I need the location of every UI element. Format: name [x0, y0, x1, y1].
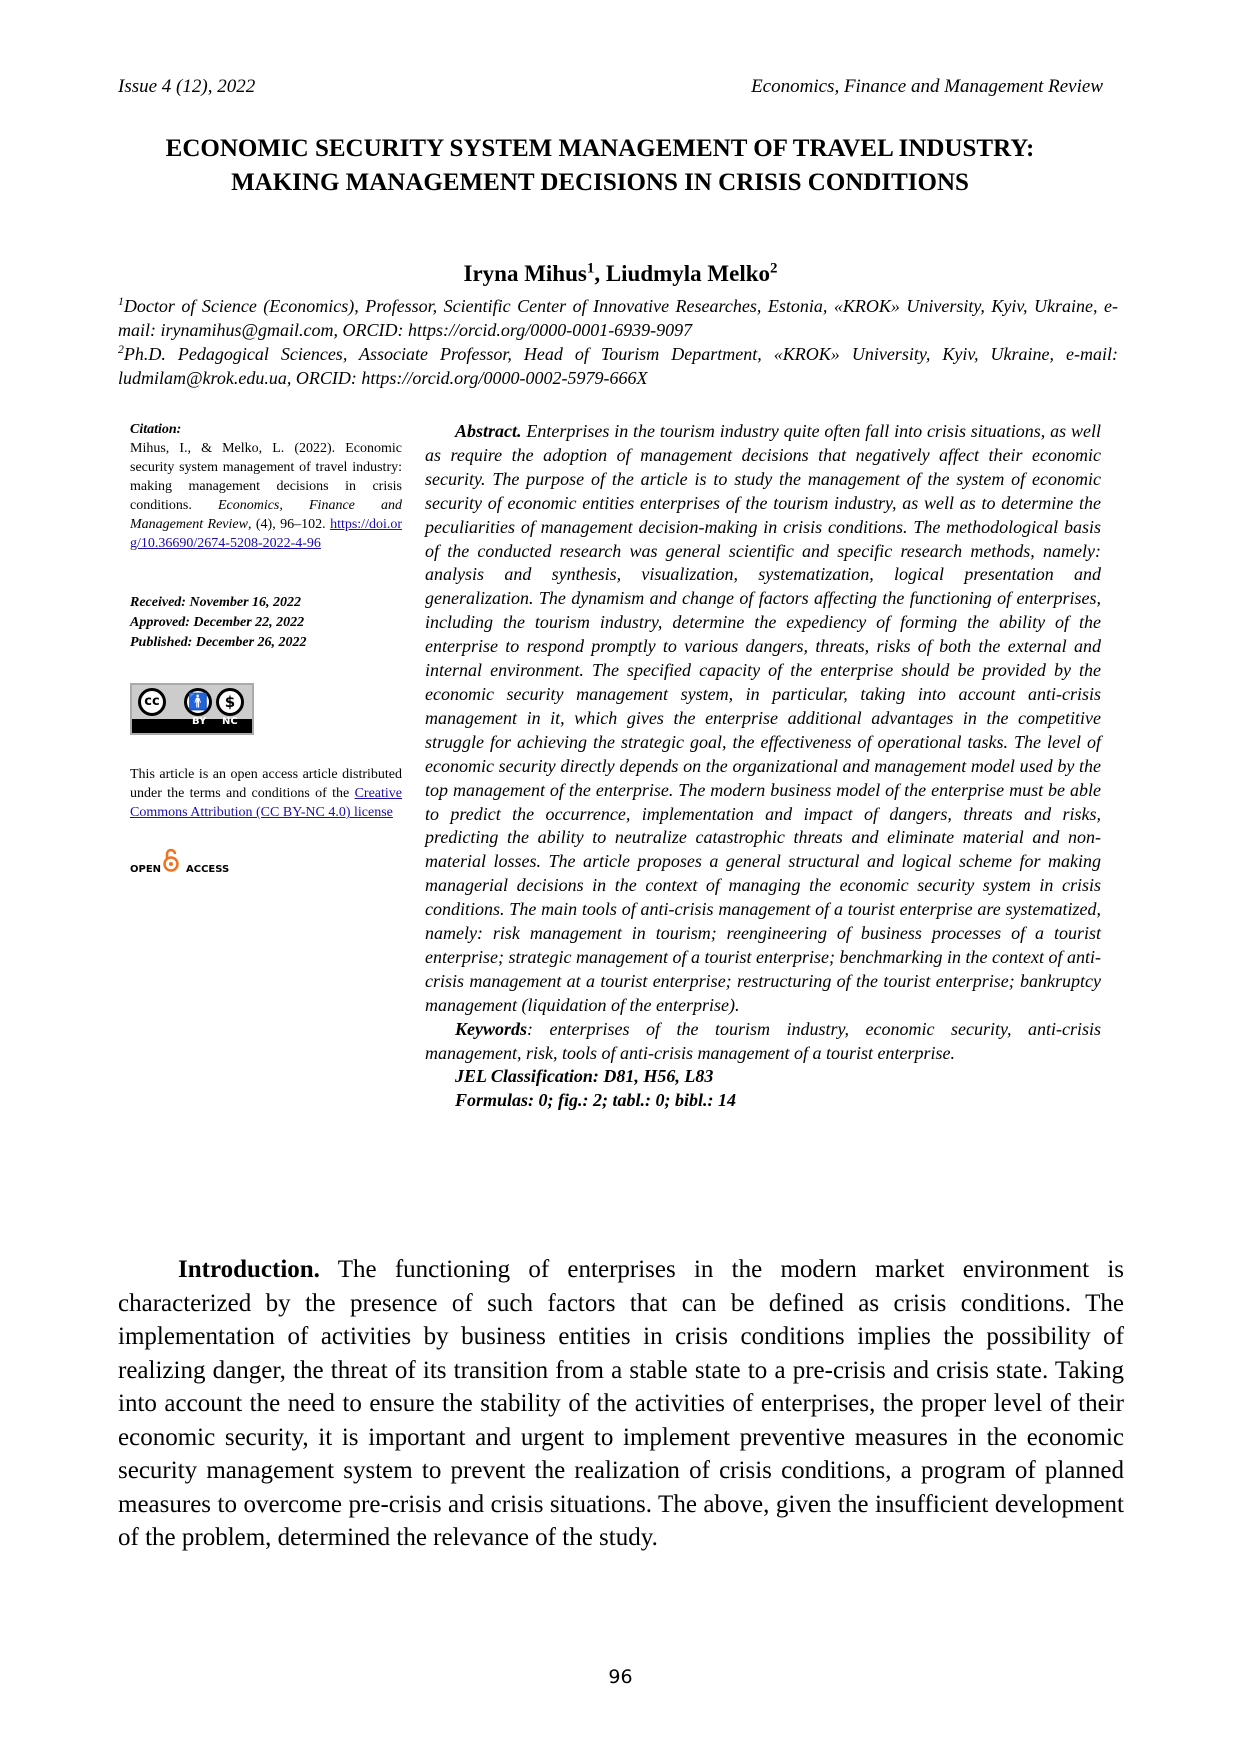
open-lock-icon: [162, 848, 180, 872]
license-link[interactable]: Creative Commons Attribution (CC BY-NC 4.0) license: [130, 786, 402, 820]
affiliation-1: [118, 294, 1118, 342]
affiliation-1-text: Doctor of Science (Economics), Professor, Scientific Center of Innovative Researches, Estonia, «KROK» University, Kyiv, Ukraine, e-mail: irynamihus@gmail.com, ORCID: https://orcid.org/0000-0001-6939-9097: [118, 296, 1118, 340]
citation-journal: Economics, Finance and Management Review: [130, 498, 402, 532]
open-access-left: OPEN: [130, 864, 162, 875]
abstract-label: Abstract.: [455, 421, 522, 441]
citation-text-end: , (4), 96–102.: [247, 517, 326, 532]
author-2: Liudmyla Melko: [605, 261, 771, 286]
journal-header: Economics, Finance and Management Review: [751, 76, 1103, 97]
license-text: [130, 765, 402, 822]
formulas-count: Formulas: 0; fig.: 2; tabl.: 0; bibl.: 14: [455, 1090, 736, 1111]
open-access-logo: [130, 844, 402, 880]
intro-text: The functioning of enterprises in the modern market environment is characterized by the presence of such factors that can be defined as crisis conditions. The implementation of activities by business entities in crisis conditions implies the possibility of realizing danger, the threat of its transition from a stable state to a pre-crisis and crisis state. Taking into account the need to ensure the stability of the activities of enterprises, the proper level of their economic security, it is important and urgent to implement preventive measures in the economic security management system to prevent the realization of crisis conditions, a program of planned measures to overcome pre-crisis and crisis situations. The above, given the insufficient development of the problem, determined the relevance of the study.: [118, 1256, 1124, 1551]
affiliation-1-sup: 1: [118, 295, 124, 308]
affiliation-2-sup: 2: [118, 343, 124, 356]
author-separator: ,: [594, 261, 606, 286]
citation-text-main: Mihus, I., & Melko, L. (2022). Economic security system management of travel industry: making management decisions in crisis conditions.: [130, 441, 402, 513]
abstract-text: Enterprises in the tourism industry quite often fall into crisis situations, as well as require the adoption of management decisions that negatively affect their economic security. The purpose of the article is to study the management of the system of economic security of economic entities enterprises of the tourism industry, as well as to determine the peculiarities of management decision-making in crisis conditions. The methodological basis of the conducted research was general scientific and specific research methods, namely: analysis and synthesis, visualization, systematization, logical presentation and generalization. The dynamism and change of factors affecting the functioning of enterprises, including the tourism industry, determine the expediency of forming the ability of the enterprise to respond promptly to various dangers, threats, risks of both the external and internal environment. The specified capacity of the enterprise should be provided by the economic security management system, in particular, taking into account anti-crisis management in it, which gives the enterprise additional advantages in the competitive struggle for achieving the strategic goal, the effectiveness of operational tasks. The level of economic security directly depends on the organizational and management model used by the top management of the enterprise. The modern business model of the enterprise must be able to predict the occurrence, implementation and impact of dangers, threats and risks, predicting the ability to neutralize catastrophic threats and eliminate material and non-material losses. The article proposes a general structural and logical scheme for making managerial decisions in the context of managing the economic security system in crisis conditions. The main tools of anti-crisis management of a tourist enterprise are systematized, namely: risk management in tourism; reengineering of business processes of a tourist enterprise; strategic management of a tourist enterprise; benchmarking in the context of anti-crisis management at a tourist enterprise; restructuring of the tourist enterprise; bankruptcy management (liquidation of the enterprise).: [425, 421, 1101, 1015]
intro-label: Introduction.: [178, 1256, 320, 1283]
keywords-label: Keywords: [455, 1018, 527, 1039]
author-1: Iryna Mihus: [463, 261, 587, 286]
license-text-main: This article is an open access article distributed under the terms and conditions of the: [130, 767, 402, 801]
received-date: Received: November 16, 2022: [130, 595, 302, 610]
paper-title: ECONOMIC SECURITY SYSTEM MANAGEMENT OF TRAVEL INDUSTRY: MAKING MANAGEMENT DECISIONS IN CRISIS CONDITIONS: [165, 135, 1035, 196]
cc-license-badge[interactable]: [130, 683, 254, 735]
affiliation-2: [118, 342, 1118, 390]
authors: [0, 261, 1241, 287]
nc-label: NC: [222, 716, 238, 727]
affiliation-2-text: Ph.D. Pedagogical Sciences, Associate Professor, Head of Tourism Department, «KROK» University, Kyiv, Ukraine, e-mail: ludmilam@krok.edu.ua, ORCID: https://orcid.org/0000-0002-5979-666X: [118, 344, 1118, 388]
nc-dollar-icon: $: [216, 688, 244, 716]
page-number: 96: [608, 1666, 633, 1688]
citation-label: Citation:: [130, 422, 182, 437]
article-dates: [130, 593, 402, 653]
abstract-paragraph: [425, 420, 1101, 1018]
open-access-right: ACCESS: [186, 864, 230, 875]
author-2-sup: 2: [770, 260, 778, 277]
approved-date: Approved: December 22, 2022: [130, 615, 305, 630]
author-1-sup: 1: [586, 260, 595, 277]
cc-icon: cc: [138, 688, 166, 716]
doi-link[interactable]: https://doi.org/10.36690/2674-5208-2022-4-96: [130, 517, 403, 551]
keywords: [425, 1018, 1101, 1066]
citation-text: [130, 439, 402, 553]
keywords-text: : enterprises of the tourism industry, economic security, anti-crisis management, risk, tools of anti-crisis management of a tourist enterprise.: [425, 1018, 1101, 1063]
intro-paragraph: [118, 1253, 1124, 1555]
introduction: [118, 1253, 1124, 1555]
issue-header: Issue 4 (12), 2022: [118, 76, 256, 97]
by-label: BY: [192, 716, 207, 727]
by-person-icon: 🚹: [184, 688, 212, 716]
published-date: Published: December 26, 2022: [130, 635, 307, 650]
abstract: [425, 420, 1101, 1113]
sidebar-column: [130, 420, 402, 880]
jel-classification: JEL Classification: D81, H56, L83: [455, 1066, 714, 1087]
affiliations: [118, 294, 1118, 390]
